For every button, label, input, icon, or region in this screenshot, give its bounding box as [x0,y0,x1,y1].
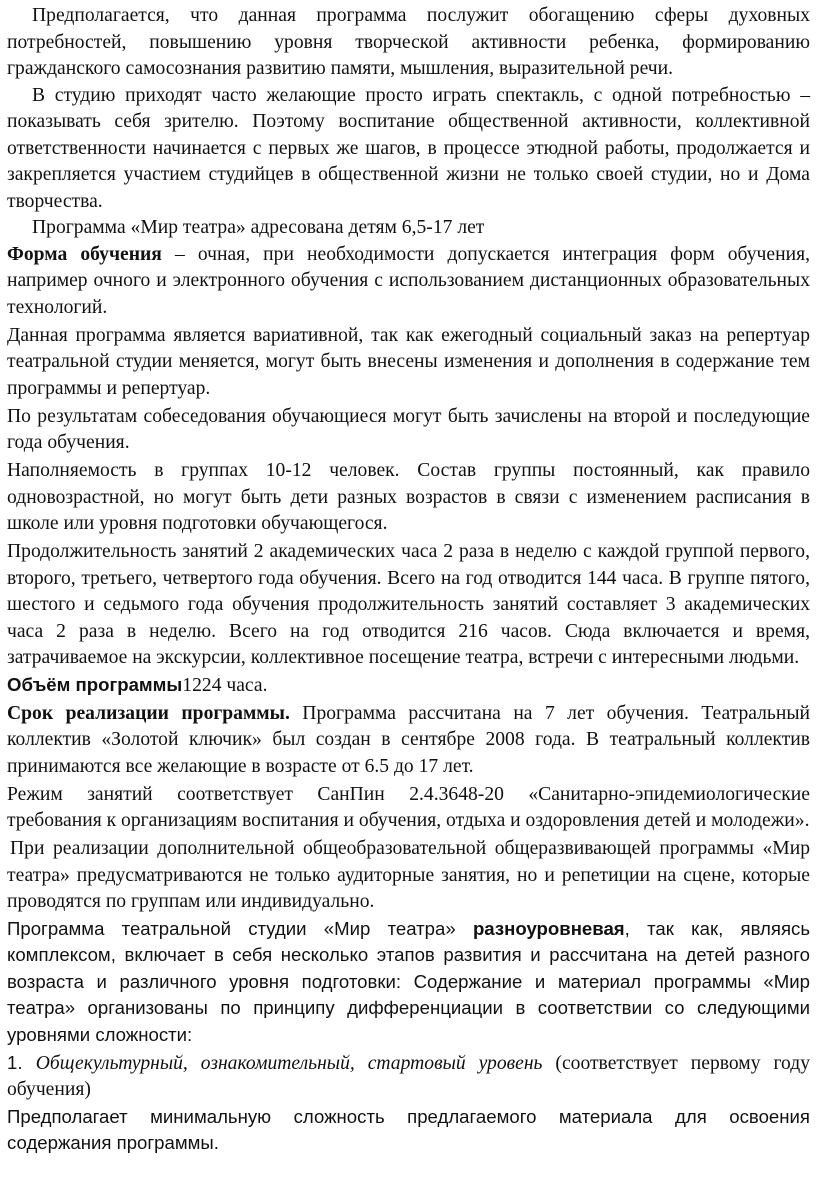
paragraph-multilevel [7,916,810,1049]
paragraph-variative: Данная программа является вариативной, так как ежегодный социальный заказ на репертуар театральной студии меняется, могут быть внесены изменения и дополнения в содержание тем программы и репертуар. [7,324,810,399]
form-label: Форма обучения [7,243,162,265]
volume-text: 1224 часа. [182,674,268,696]
multilevel-pre: Программа театральной студии «Мир театра» [7,917,473,939]
paragraph-duration: Продолжительность занятий 2 академических часа 2 раза в неделю с каждой группой первого, второго, третьего, четвертого года обучения. Всего на год отводится 144 часа. В группе пятого, шестого и седьмого года обучения продолжительность занятий составляет 3 академических часа 2 раза в неделю. Всего на год отводится 216 часов. Сюда включается и время, затрачиваемое на экскурсии, коллективное посещение театра, встречи с интересными людьми. [7,541,810,668]
paragraph-group-size: Наполняемость в группах 10-12 человек. Состав группы постоянный, как правило одновозрастной, но могут быть дети разных возрастов в связи с изменением расписания в школе или уровня подготовки обучающегося. [7,460,810,534]
level-text: (соответствует первому году обучения) [7,1052,810,1100]
paragraph-level-1 [7,1050,810,1104]
volume-label: Объём программы [7,673,183,695]
paragraph-implementation: При реализации дополнительной общеобразовательной общеразвивающей программы «Мир театра» предусматриваются не только аудиторные занятия, но и репетиции на сцене, которые проводятся по группам или индивидуально. [7,838,810,912]
paragraph-audience: Программа «Мир театра» адресована детям 6,5-17 лет [32,217,485,238]
paragraph-term [7,701,810,781]
paragraph-regime: Режим занятий соответствует СанПин 2.4.3648-20 «Санитарно-эпидемиологические требования к организациям воспитания и обучения, отдыха и оздоровления детей и молодежи». [7,783,810,831]
level-number: 1. [7,1051,36,1073]
form-text: – очная, при необходимости допускается интеграция форм обучения, например очного и электронного обучения с использованием дистанционных образовательных технологий. [7,243,810,318]
paragraph-goals: Предполагается, что данная программа послужит обогащению сферы духовных потребностей, повышению уровня творческой активности ребенка, формированию гражданского самосознания развитию памяти, мышления, выразительной речи. [7,5,810,79]
paragraph-level-description: Предполагает минимальную сложность предлагаемого материала для освоения содержания программы. [7,1105,810,1153]
paragraph-enrollment: По результатам собеседования обучающиеся могут быть зачислены на второй и последующие года обучения. [7,405,810,453]
multilevel-post: , так как, являясь комплексом, включает в себя несколько этапов развития и рассчитана на детей разного возраста и различного уровня подготовки: Содержание и материал программы «Мир театра» организованы по принципу дифференциации в соответствии со следующими уровнями сложности: [7,917,811,1045]
paragraph-form [7,242,810,322]
multilevel-bold: разноуровневая [472,917,625,939]
level-name: Общекультурный, ознакомительный, стартовый уровень [35,1052,543,1074]
paragraph-studio: В студию приходят часто желающие просто играть спектакль, с одной потребностью – показывать себя зрителю. Поэтому воспитание общественной активности, коллективной ответственности начинается с первых же шагов, в процессе этюдной работы, продолжается и закрепляется участием студийцев в общественной жизни не только своей студии, но и Дома творчества. [7,84,810,212]
term-label: Срок реализации программы. [7,702,290,724]
paragraph-volume [7,672,810,700]
term-text: Программа рассчитана на 7 лет обучения. Театральный коллектив «Золотой ключик» был создан в сентябре 2008 года. В театральный коллектив принимаются все желающие в возрасте от 6.5 до 17 лет. [7,702,810,777]
